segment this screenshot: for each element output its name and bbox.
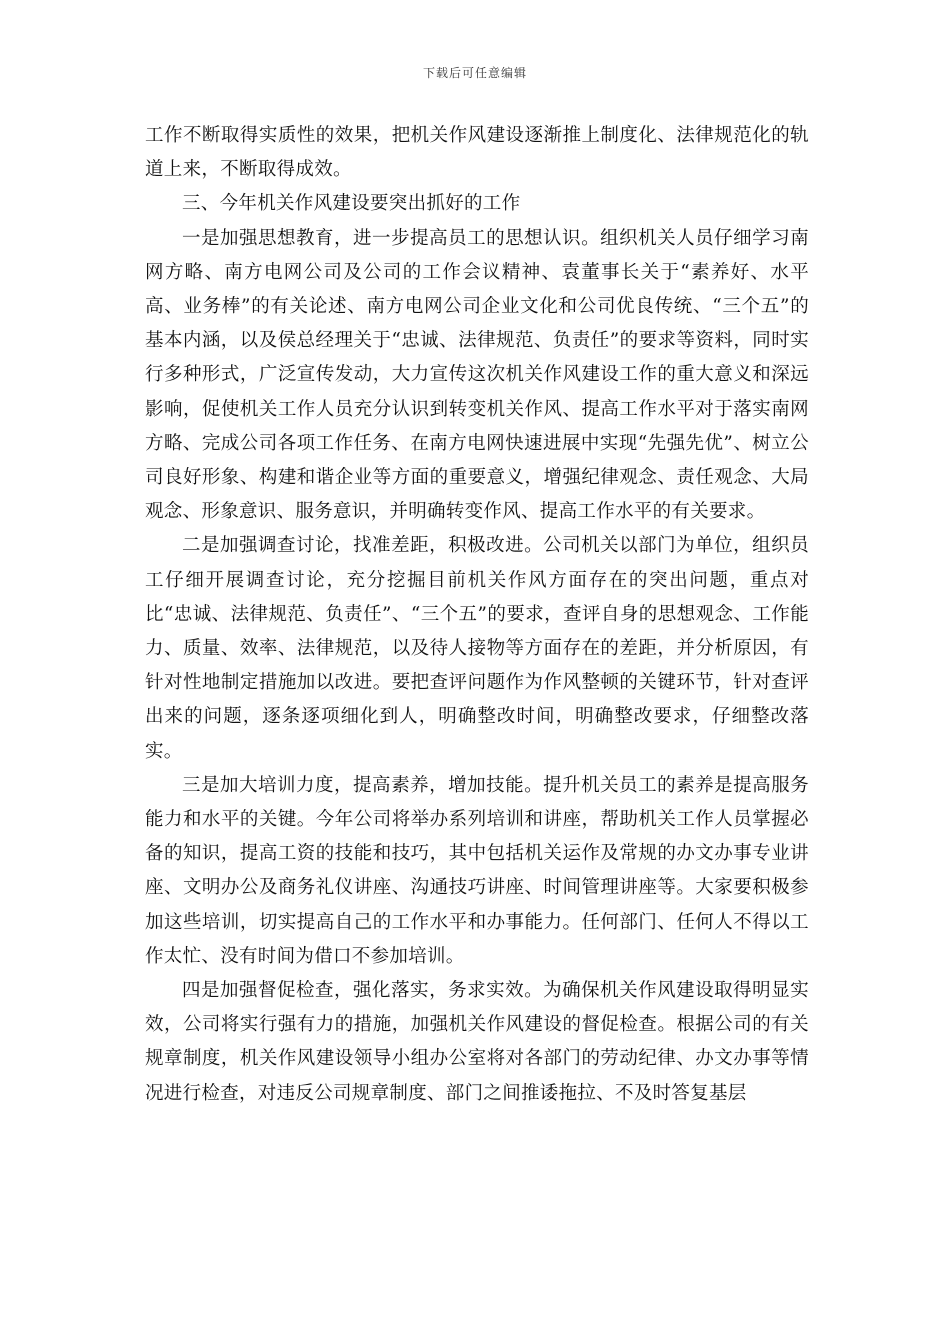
paragraph-thought-education: 一是加强思想教育，进一步提高员工的思想认识。组织机关人员仔细学习南网方略、南方电网公司及公司的工作会议精神、袁董事长关于“素养好、水平高、业务棒”的有关论述、南方电网公司企业文化和公司优良传统、“三个五”的基本内涵，以及侯总经理关于“忠诚、法律规范、负责任”的要求等资料，同时实行多种形式，广泛宣传发动，大力宣传这次机关作风建设工作的重大意义和深远影响，促使机关工作人员充分认识到转变机关作风、提高工作水平对于落实南网方略、完成公司各项工作任务、在南方电网快速进展中实现“先强先优”、树立公司良好形象、构建和谐企业等方面的重要意义，增强纪律观念、责任观念、大局观念、形象意识、服务意识，并明确转变作风、提高工作水平的有关要求。: [145, 227, 809, 523]
page-header: 下载后可任意编辑: [422, 66, 527, 80]
paragraph-training: 三是加大培训力度，提高素养，增加技能。提升机关员工的素养是提高服务能力和水平的关键。今年公司将举办系列培训和讲座，帮助机关工作人员掌握必备的知识，提高工资的技能和技巧，其中包括机关运作及常规的办文办事专业讲座、文明办公及商务礼仪讲座、沟通技巧讲座、时间管理讲座等。大家要积极参加这些培训，切实提高自己的工作水平和办事能力。任何部门、任何人不得以工作太忙、没有时间为借口不参加培训。: [145, 774, 809, 967]
section-heading: 三、今年机关作风建设要突出抓好的工作: [182, 193, 521, 215]
paragraph-investigation: 二是加强调查讨论，找准差距，积极改进。公司机关以部门为单位，组织员工仔细开展调查讨论，充分挖掘目前机关作风方面存在的突出问题，重点对比“忠诚、法律规范、负责任”、“三个五”的要求，查评自身的思想观念、工作能力、质量、效率、法律规范，以及待人接物等方面存在的差距，并分析原因，有针对性地制定措施加以改进。要把查评问题作为作风整顿的关键环节，针对查评出来的问题，逐条逐项细化到人，明确整改时间，明确整改要求，仔细整改落实。: [145, 535, 809, 762]
paragraph-continuation: 工作不断取得实质性的效果，把机关作风建设逐渐推上制度化、法律规范化的轨道上来，不断取得成效。: [145, 125, 809, 181]
paragraph-supervision: 四是加强督促检查，强化落实，务求实效。为确保机关作风建设取得明显实效，公司将实行强有力的措施，加强机关作风建设的督促检查。根据公司的有关规章制度，机关作风建设领导小组办公室将对各部门的劳动纪律、办文办事等情况进行检查，对违反公司规章制度、部门之间推诿拖拉、不及时答复基层: [145, 980, 809, 1104]
document-body: [145, 119, 809, 1111]
